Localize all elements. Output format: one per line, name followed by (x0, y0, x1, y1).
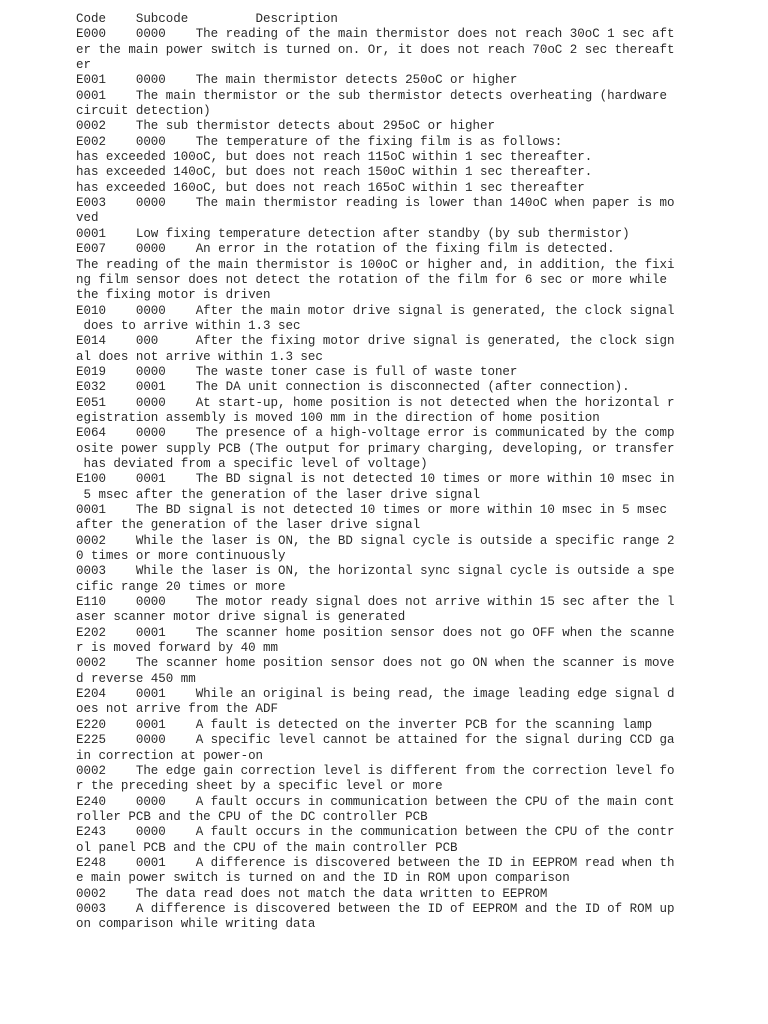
document-line: E243 0000 A fault occurs in the communication between the CPU of the contr (76, 825, 675, 840)
document-line: 5 msec after the generation of the laser drive signal (76, 487, 480, 502)
document-line: oes not arrive from the ADF (76, 702, 278, 717)
document-line: E003 0000 The main thermistor reading is lower than 140oC when paper is mo (76, 196, 675, 211)
document-line: E202 0001 The scanner home position sensor does not go OFF when the scanne (76, 625, 675, 640)
document-line: 0003 While the laser is ON, the horizontal sync signal cycle is outside a spe (76, 564, 675, 579)
document-line: r is moved forward by 40 mm (76, 641, 278, 656)
document-line: Code Subcode Description (76, 12, 338, 26)
document-line: E000 0000 The reading of the main thermistor does not reach 30oC 1 sec aft (76, 27, 675, 42)
document-line: egistration assembly is moved 100 mm in the direction of home position (76, 410, 600, 425)
document-line: E225 0000 A specific level cannot be attained for the signal during CCD ga (76, 733, 675, 748)
document-line: 0001 Low fixing temperature detection after standby (by sub thermistor) (76, 226, 630, 241)
document-line: has deviated from a specific level of voltage) (76, 456, 428, 471)
document-line: E100 0001 The BD signal is not detected 10 times or more within 10 msec in (76, 472, 675, 487)
document-line: 0 times or more continuously (76, 549, 286, 564)
document-line: ol panel PCB and the CPU of the main controller PCB (76, 840, 458, 855)
document-line: ved (76, 211, 99, 226)
document-line: er the main power switch is turned on. Or, it does not reach 70oC 2 sec thereaft (76, 42, 675, 57)
error-code-document (76, 12, 676, 933)
document-line: on comparison while writing data (76, 917, 316, 932)
document-line: 0001 The main thermistor or the sub thermistor detects overheating (hardware (76, 88, 668, 103)
document-line: al does not arrive within 1.3 sec (76, 349, 323, 364)
document-line: E007 0000 An error in the rotation of the fixing film is detected. (76, 242, 615, 257)
document-line: E240 0000 A fault occurs in communication between the CPU of the main cont (76, 794, 675, 809)
document-line: E248 0001 A difference is discovered between the ID in EEPROM read when th (76, 855, 675, 870)
document-line: E019 0000 The waste toner case is full of waste toner (76, 364, 518, 379)
document-line: circuit detection) (76, 104, 211, 119)
document-line: has exceeded 160oC, but does not reach 165oC within 1 sec thereafter (76, 180, 585, 195)
document-line: osite power supply PCB (The output for primary charging, developing, or transfer (76, 441, 675, 456)
document-line: 0003 A difference is discovered between the ID of EEPROM and the ID of ROM up (76, 901, 675, 916)
document-line: the fixing motor is driven (76, 288, 271, 303)
document-line: The reading of the main thermistor is 100oC or higher and, in addition, the fixi (76, 257, 675, 272)
document-line: does to arrive within 1.3 sec (76, 318, 301, 333)
document-line: E001 0000 The main thermistor detects 250oC or higher (76, 73, 518, 88)
document-line: r the preceding sheet by a specific level or more (76, 779, 443, 794)
document-line: E204 0001 While an original is being read, the image leading edge signal d (76, 687, 675, 702)
document-line: E002 0000 The temperature of the fixing film is as follows: (76, 134, 563, 149)
document-line: cific range 20 times or more (76, 579, 286, 594)
document-line: in correction at power-on (76, 748, 264, 763)
document-line: 0002 While the laser is ON, the BD signal cycle is outside a specific range 2 (76, 533, 675, 548)
document-line: 0002 The sub thermistor detects about 295oC or higher (76, 119, 495, 134)
document-line: 0002 The edge gain correction level is different from the correction level fo (76, 763, 675, 778)
document-line: has exceeded 140oC, but does not reach 150oC within 1 sec thereafter. (76, 165, 593, 180)
document-line: has exceeded 100oC, but does not reach 115oC within 1 sec thereafter. (76, 150, 593, 165)
document-line: 0001 The BD signal is not detected 10 times or more within 10 msec in 5 msec (76, 503, 668, 517)
document-line: d reverse 450 mm (76, 671, 196, 686)
document-line: roller PCB and the CPU of the DC controller PCB (76, 809, 428, 824)
document-line: E220 0001 A fault is detected on the inverter PCB for the scanning lamp (76, 717, 653, 732)
document-line: 0002 The scanner home position sensor does not go ON when the scanner is move (76, 656, 675, 671)
document-line: er (76, 58, 91, 73)
document-line: E010 0000 After the main motor drive signal is generated, the clock signal (76, 303, 675, 318)
document-line: ng film sensor does not detect the rotation of the film for 6 sec or more while (76, 272, 668, 287)
document-line: E051 0000 At start-up, home position is not detected when the horizontal r (76, 395, 675, 410)
document-line: after the generation of the laser drive signal (76, 518, 421, 533)
document-line: aser scanner motor drive signal is generated (76, 610, 406, 625)
document-line: e main power switch is turned on and the ID in ROM upon comparison (76, 871, 570, 886)
document-line: E064 0000 The presence of a high-voltage error is communicated by the comp (76, 426, 675, 441)
document-line: 0002 The data read does not match the data written to EEPROM (76, 886, 548, 901)
document-line: E110 0000 The motor ready signal does not arrive within 15 sec after the l (76, 595, 675, 610)
document-line: E032 0001 The DA unit connection is disconnected (after connection). (76, 380, 630, 395)
document-line: E014 000 After the fixing motor drive signal is generated, the clock sign (76, 334, 675, 349)
